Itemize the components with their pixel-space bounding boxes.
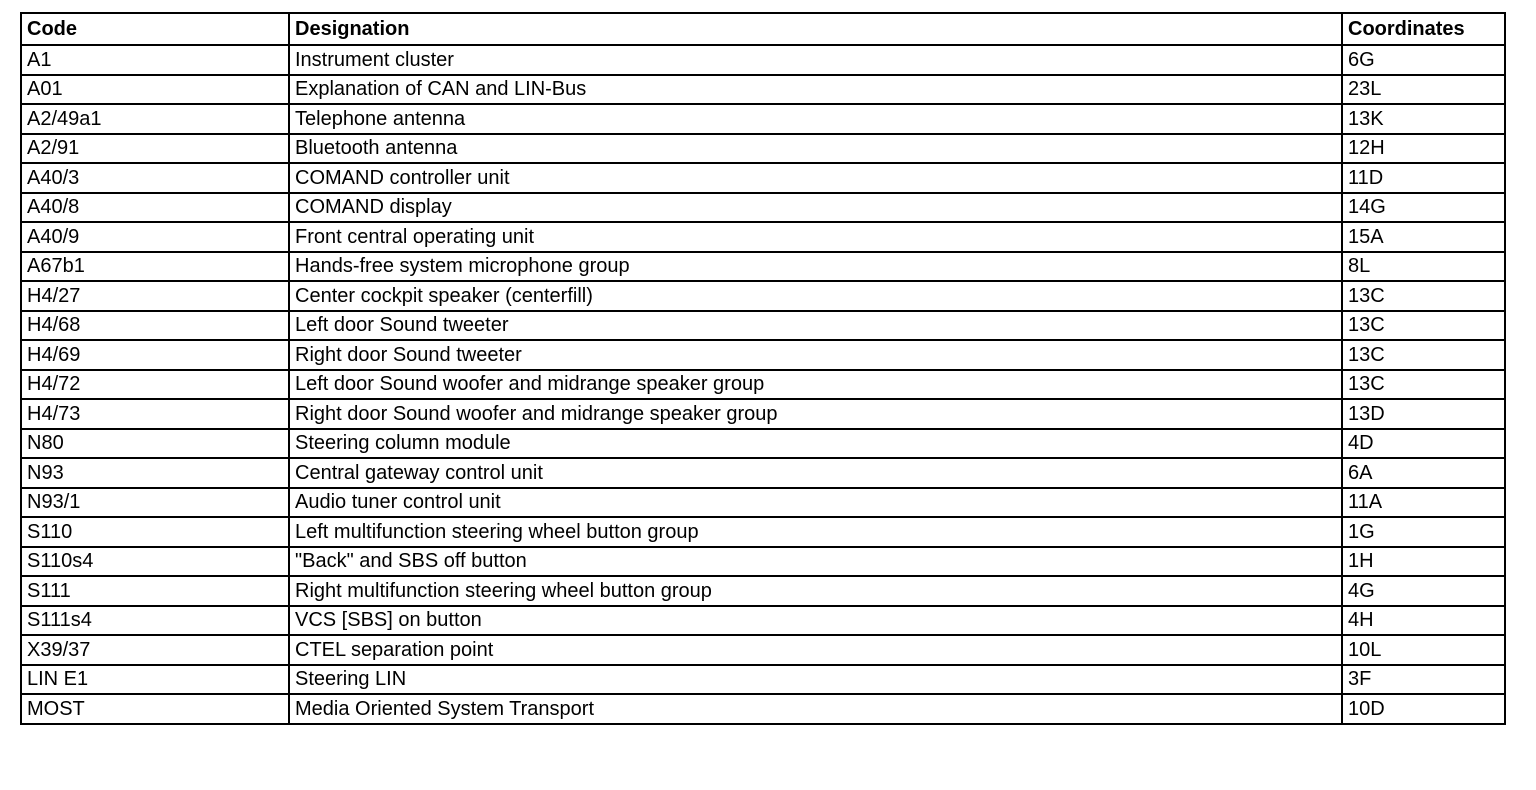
designation-cell: Steering LIN xyxy=(289,665,1342,695)
designation-cell: Right door Sound woofer and midrange speaker group xyxy=(289,399,1342,429)
code-cell: S111s4 xyxy=(21,606,289,636)
table-header-row xyxy=(21,13,1505,45)
code-cell: A67b1 xyxy=(21,252,289,282)
designation-cell: Central gateway control unit xyxy=(289,458,1342,488)
designation-cell: COMAND display xyxy=(289,193,1342,223)
code-cell: N93/1 xyxy=(21,488,289,518)
table-row xyxy=(21,517,1505,547)
designation-cell: Left door Sound tweeter xyxy=(289,311,1342,341)
table-row xyxy=(21,635,1505,665)
coordinates-cell: 14G xyxy=(1342,193,1505,223)
table-row xyxy=(21,134,1505,164)
designation-column-header: Designation xyxy=(289,13,1342,45)
coordinates-cell: 4D xyxy=(1342,429,1505,459)
coordinates-cell: 6G xyxy=(1342,45,1505,75)
table-row xyxy=(21,252,1505,282)
designation-cell: Instrument cluster xyxy=(289,45,1342,75)
code-cell: A40/9 xyxy=(21,222,289,252)
designation-cell: Left multifunction steering wheel button group xyxy=(289,517,1342,547)
table-row xyxy=(21,665,1505,695)
coordinates-cell: 13C xyxy=(1342,311,1505,341)
coordinates-cell: 13C xyxy=(1342,370,1505,400)
designation-cell: Bluetooth antenna xyxy=(289,134,1342,164)
coordinates-cell: 11A xyxy=(1342,488,1505,518)
code-cell: A2/91 xyxy=(21,134,289,164)
code-cell: H4/72 xyxy=(21,370,289,400)
coordinates-cell: 11D xyxy=(1342,163,1505,193)
code-cell: X39/37 xyxy=(21,635,289,665)
table-row xyxy=(21,222,1505,252)
coordinates-cell: 15A xyxy=(1342,222,1505,252)
code-cell: A40/8 xyxy=(21,193,289,223)
coordinates-cell: 13K xyxy=(1342,104,1505,134)
table-row xyxy=(21,547,1505,577)
designation-cell: Steering column module xyxy=(289,429,1342,459)
table-body xyxy=(21,45,1505,724)
coordinates-cell: 4G xyxy=(1342,576,1505,606)
code-cell: MOST xyxy=(21,694,289,724)
code-cell: A01 xyxy=(21,75,289,105)
table-row xyxy=(21,340,1505,370)
table-row xyxy=(21,606,1505,636)
designation-cell: COMAND controller unit xyxy=(289,163,1342,193)
coordinates-cell: 3F xyxy=(1342,665,1505,695)
table-row xyxy=(21,399,1505,429)
coordinates-cell: 4H xyxy=(1342,606,1505,636)
code-cell: A1 xyxy=(21,45,289,75)
code-cell: H4/69 xyxy=(21,340,289,370)
table-row xyxy=(21,311,1505,341)
designation-cell: Explanation of CAN and LIN-Bus xyxy=(289,75,1342,105)
code-cell: LIN E1 xyxy=(21,665,289,695)
coordinates-column-header: Coordinates xyxy=(1342,13,1505,45)
table-row xyxy=(21,694,1505,724)
table-row xyxy=(21,576,1505,606)
code-cell: A40/3 xyxy=(21,163,289,193)
table-row xyxy=(21,488,1505,518)
designation-cell: VCS [SBS] on button xyxy=(289,606,1342,636)
code-cell: A2/49a1 xyxy=(21,104,289,134)
designation-cell: Media Oriented System Transport xyxy=(289,694,1342,724)
component-legend-table xyxy=(20,12,1506,725)
coordinates-cell: 6A xyxy=(1342,458,1505,488)
designation-cell: Right multifunction steering wheel button group xyxy=(289,576,1342,606)
table-row xyxy=(21,163,1505,193)
code-cell: N80 xyxy=(21,429,289,459)
coordinates-cell: 13C xyxy=(1342,281,1505,311)
designation-cell: Audio tuner control unit xyxy=(289,488,1342,518)
table-row xyxy=(21,104,1505,134)
table-row xyxy=(21,370,1505,400)
table-row xyxy=(21,458,1505,488)
coordinates-cell: 13D xyxy=(1342,399,1505,429)
coordinates-cell: 1H xyxy=(1342,547,1505,577)
designation-cell: "Back" and SBS off button xyxy=(289,547,1342,577)
coordinates-cell: 10L xyxy=(1342,635,1505,665)
coordinates-cell: 10D xyxy=(1342,694,1505,724)
designation-cell: Telephone antenna xyxy=(289,104,1342,134)
coordinates-cell: 13C xyxy=(1342,340,1505,370)
code-cell: S110 xyxy=(21,517,289,547)
coordinates-cell: 23L xyxy=(1342,75,1505,105)
code-cell: N93 xyxy=(21,458,289,488)
coordinates-cell: 8L xyxy=(1342,252,1505,282)
code-cell: S111 xyxy=(21,576,289,606)
table-row xyxy=(21,75,1505,105)
coordinates-cell: 1G xyxy=(1342,517,1505,547)
code-cell: H4/68 xyxy=(21,311,289,341)
designation-cell: Right door Sound tweeter xyxy=(289,340,1342,370)
designation-cell: Hands-free system microphone group xyxy=(289,252,1342,282)
coordinates-cell: 12H xyxy=(1342,134,1505,164)
code-cell: H4/27 xyxy=(21,281,289,311)
code-cell: S110s4 xyxy=(21,547,289,577)
table-row xyxy=(21,45,1505,75)
table-row xyxy=(21,281,1505,311)
table-row xyxy=(21,193,1505,223)
table-row xyxy=(21,429,1505,459)
designation-cell: Left door Sound woofer and midrange speaker group xyxy=(289,370,1342,400)
code-cell: H4/73 xyxy=(21,399,289,429)
designation-cell: Front central operating unit xyxy=(289,222,1342,252)
designation-cell: CTEL separation point xyxy=(289,635,1342,665)
code-column-header: Code xyxy=(21,13,289,45)
designation-cell: Center cockpit speaker (centerfill) xyxy=(289,281,1342,311)
